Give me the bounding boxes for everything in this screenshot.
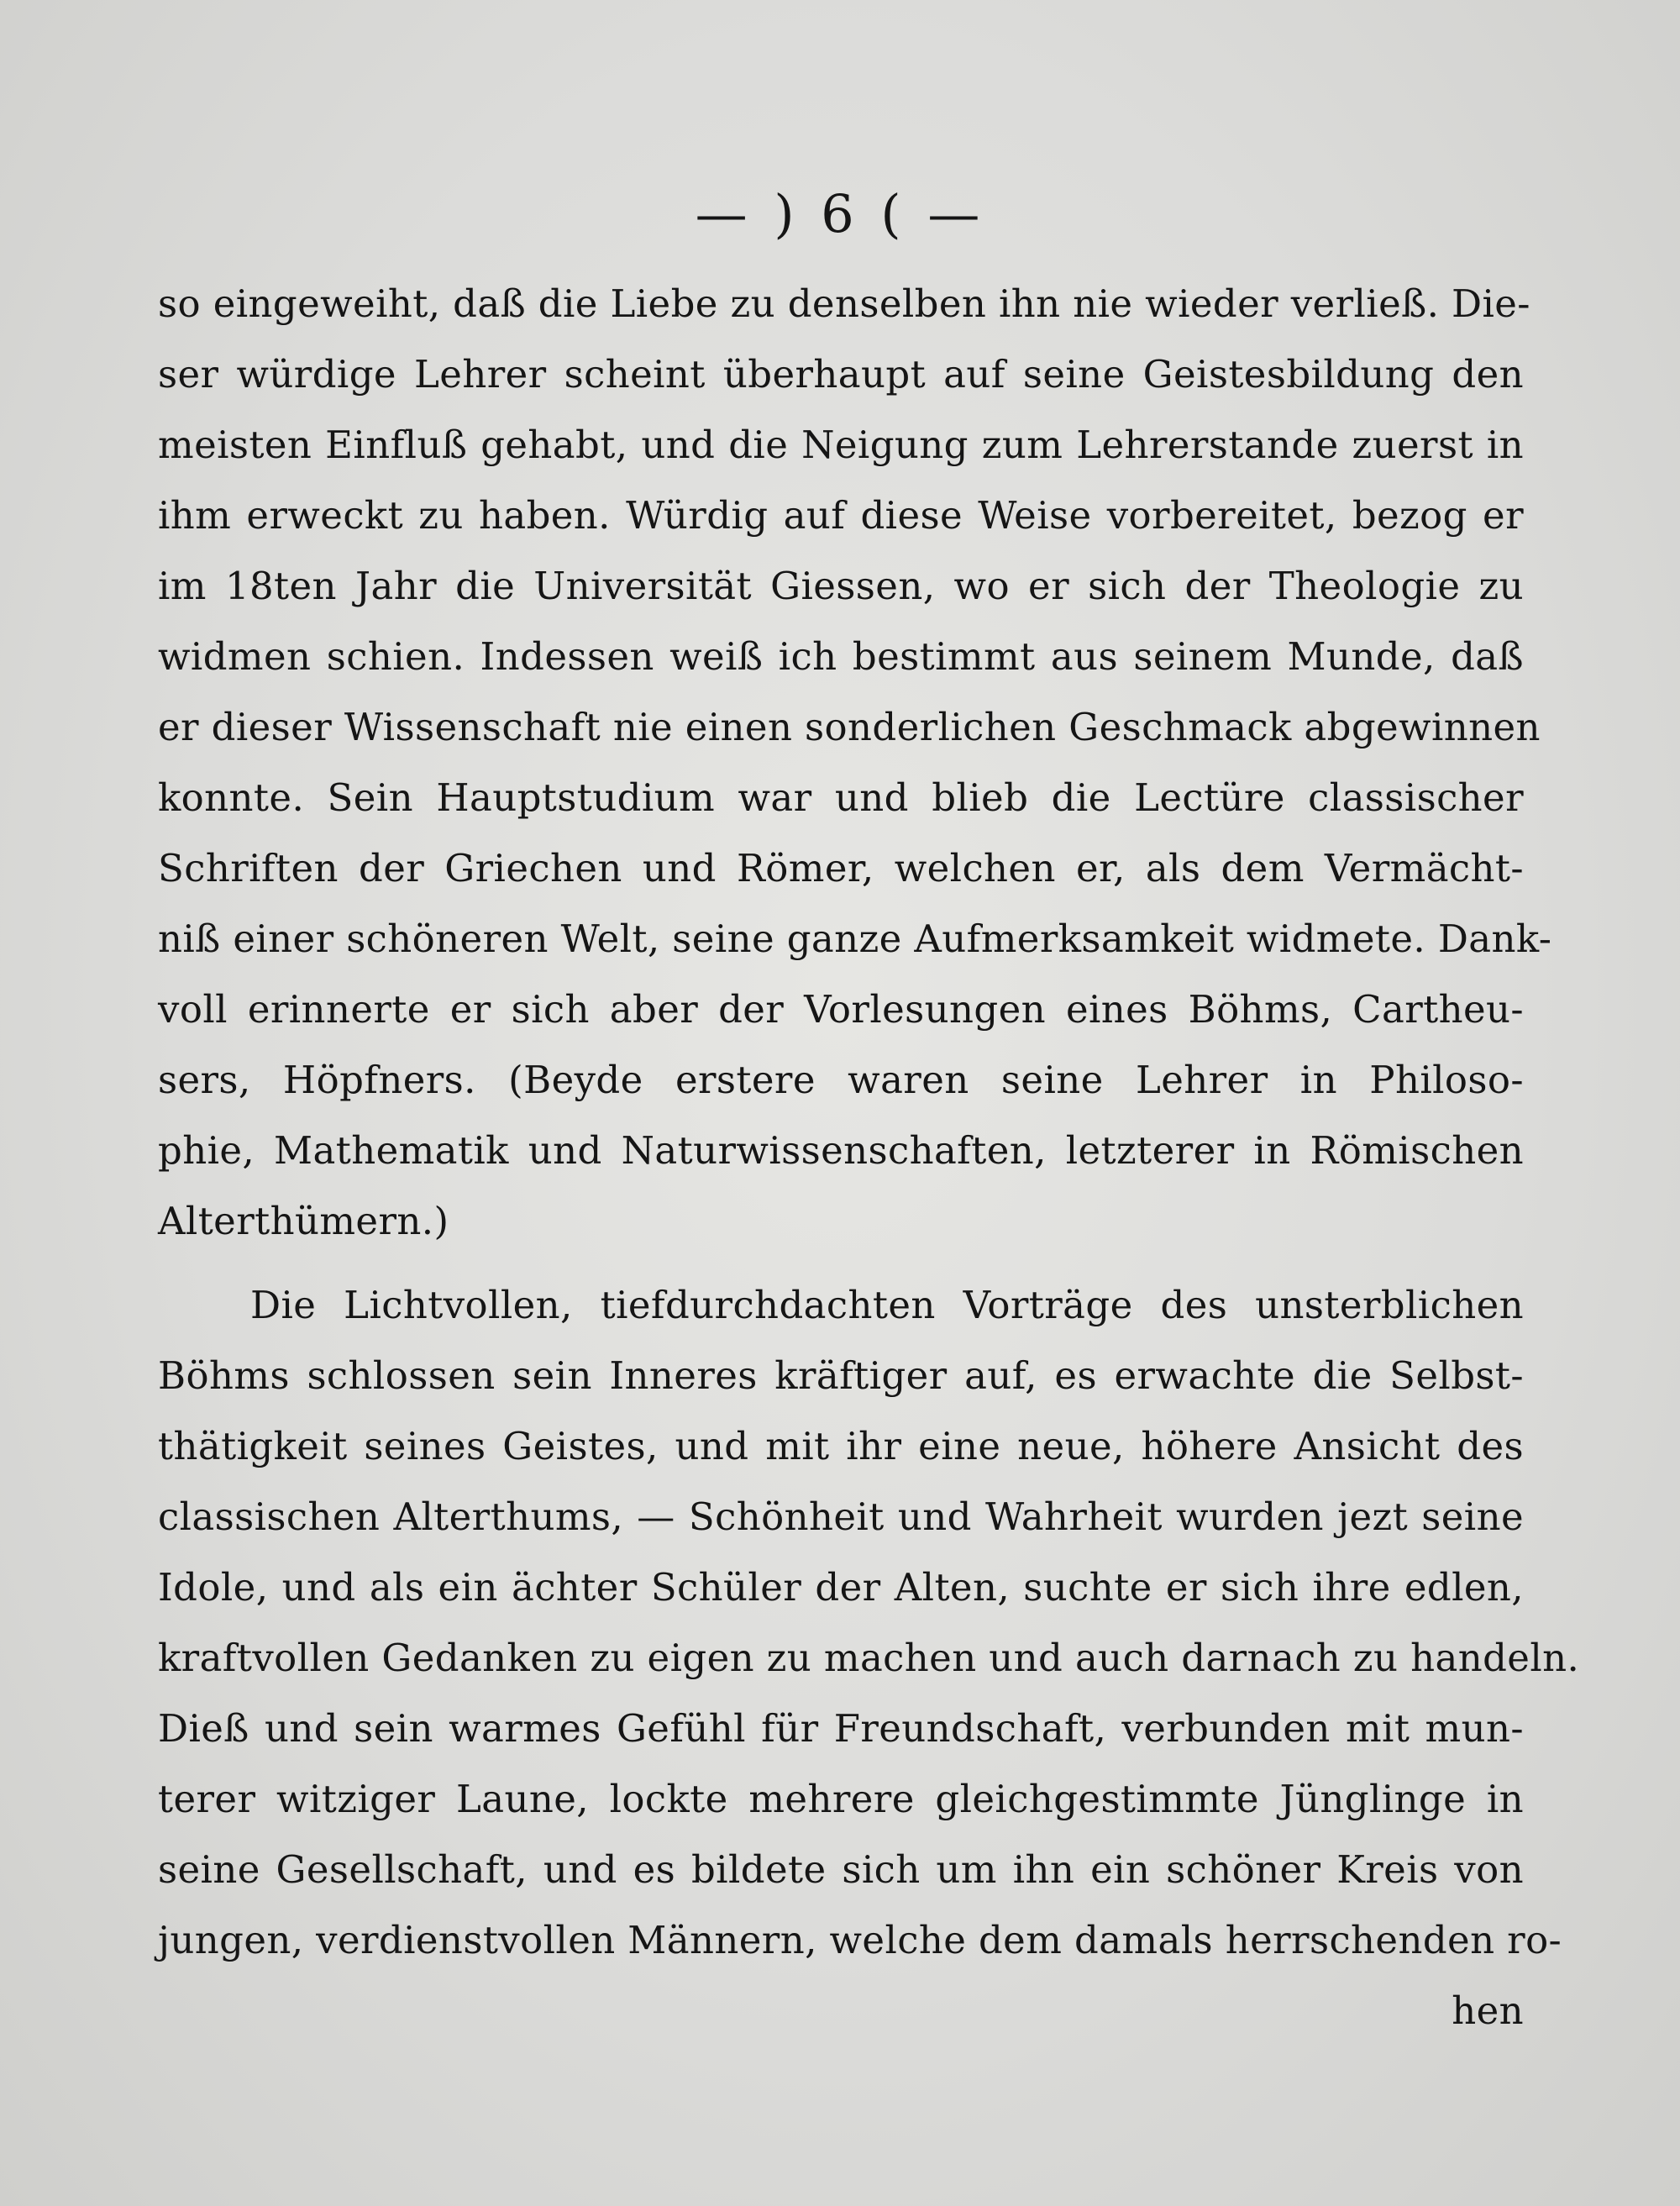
text-line: jungen, verdienstvollen Männern, welche dem damals herrschenden ro-	[158, 1918, 1562, 1962]
text-line: im 18ten Jahr die Universität Giessen, wo er sich der Theologie zu	[158, 564, 1524, 608]
text-line: er dieser Wissenschaft nie einen sonderlichen Geschmack abgewinnen	[158, 705, 1541, 749]
text-line: widmen schien. Indessen weiß ich bestimmt aus seinem Munde, daß	[158, 634, 1524, 679]
text-line: seine Gesellschaft, und es bildete sich um ihn ein schöner Kreis von	[158, 1847, 1524, 1892]
text-line: Böhms schlossen sein Inneres kräftiger auf, es erwachte die Selbst-	[158, 1353, 1524, 1398]
text-line: thätigkeit seines Geistes, und mit ihr eine neue, höhere Ansicht des	[158, 1424, 1524, 1468]
text-line: so eingeweiht, daß die Liebe zu denselben ihn nie wieder verließ. Die-	[158, 281, 1530, 326]
text-line: terer witziger Laune, lockte mehrere gleichgestimmte Jünglinge in	[158, 1777, 1524, 1821]
page-number-header: — ) 6 ( —	[695, 183, 985, 244]
catchword-block	[158, 1976, 1524, 2046]
text-line: Dieß und sein warmes Gefühl für Freundschaft, verbunden mit mun-	[158, 1706, 1524, 1751]
text-line: ihm erweckt zu haben. Würdig auf diese Weise vorbereitet, bezog er	[158, 493, 1524, 538]
text-line: phie, Mathematik und Naturwissenschaften, letzterer in Römischen	[158, 1128, 1524, 1173]
text-line: Alterthümern.)	[158, 1199, 449, 1243]
paragraph-2	[158, 1270, 1580, 1976]
catchword: hen	[1452, 1988, 1524, 2033]
text-line: Schriften der Griechen und Römer, welchen er, als dem Vermächt-	[158, 846, 1524, 890]
text-line: kraftvollen Gedanken zu eigen zu machen und auch darnach zu handeln.	[158, 1636, 1580, 1680]
paragraph-1	[158, 269, 1552, 1257]
text-line: Idole, und als ein ächter Schüler der Alten, suchte er sich ihre edlen,	[158, 1565, 1524, 1610]
text-line: sers, Höpfners. (Beyde erstere waren seine Lehrer in Philoso-	[158, 1058, 1524, 1102]
text-line: konnte. Sein Hauptstudium war und blieb die Lectüre classischer	[158, 775, 1524, 820]
text-line: Die Lichtvollen, tiefdurchdachten Vorträge des unsterblichen	[250, 1283, 1524, 1327]
text-line: voll erinnerte er sich aber der Vorlesungen eines Böhms, Cartheu-	[158, 987, 1524, 1032]
text-line: classischen Alterthums, — Schönheit und Wahrheit wurden jezt seine	[158, 1494, 1524, 1539]
text-line: meisten Einfluß gehabt, und die Neigung zum Lehrerstande zuerst in	[158, 423, 1524, 467]
text-line: niß einer schöneren Welt, seine ganze Aufmerksamkeit widmete. Dank-	[158, 917, 1552, 961]
text-line: ser würdige Lehrer scheint überhaupt auf seine Geistesbildung den	[158, 352, 1524, 397]
